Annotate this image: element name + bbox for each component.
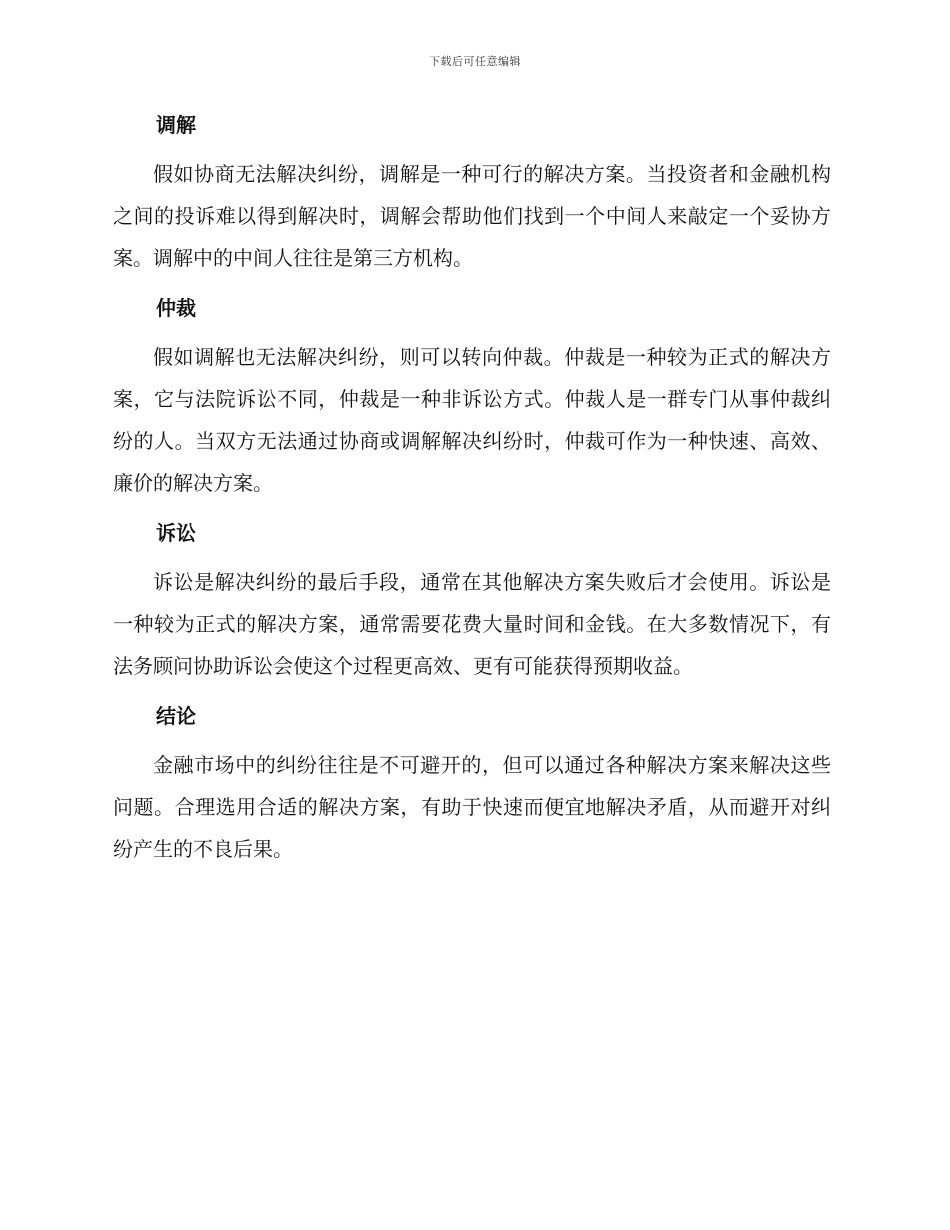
section-heading: 调解 bbox=[156, 113, 196, 137]
section-paragraph: 金融市场中的纠纷往往是不可避开的，但可以通过各种解决方案来解决这些问题。合理选用合适的解决方案，有助于快速而便宜地解决矛盾，从而避开对纠纷产生的不良后果。 bbox=[113, 753, 831, 861]
section-paragraph: 诉讼是解决纠纷的最后手段，通常在其他解决方案失败后才会使用。诉讼是一种较为正式的解决方案，通常需要花费大量时间和金钱。在大多数情况下，有法务顾问协助诉讼会使这个过程更高效、更有可能获得预期收益。 bbox=[113, 570, 831, 678]
document-body bbox=[113, 110, 831, 884]
section-litigation bbox=[113, 518, 831, 687]
section-mediation bbox=[113, 110, 831, 279]
section-conclusion bbox=[113, 701, 831, 870]
section-heading: 诉讼 bbox=[156, 521, 196, 545]
section-paragraph: 假如协商无法解决纠纷，调解是一种可行的解决方案。当投资者和金融机构之间的投诉难以得到解决时，调解会帮助他们找到一个中间人来敲定一个妥协方案。调解中的中间人往往是第三方机构。 bbox=[113, 162, 831, 270]
section-arbitration bbox=[113, 293, 831, 504]
section-heading: 仲裁 bbox=[156, 296, 196, 320]
section-heading: 结论 bbox=[156, 704, 196, 728]
page-header: 下载后可任意编辑 bbox=[429, 55, 521, 68]
section-paragraph: 假如调解也无法解决纠纷，则可以转向仲裁。仲裁是一种较为正式的解决方案，它与法院诉讼不同，仲裁是一种非诉讼方式。仲裁人是一群专门从事仲裁纠纷的人。当双方无法通过协商或调解解决纠纷时，仲裁可作为一种快速、高效、廉价的解决方案。 bbox=[113, 345, 831, 495]
